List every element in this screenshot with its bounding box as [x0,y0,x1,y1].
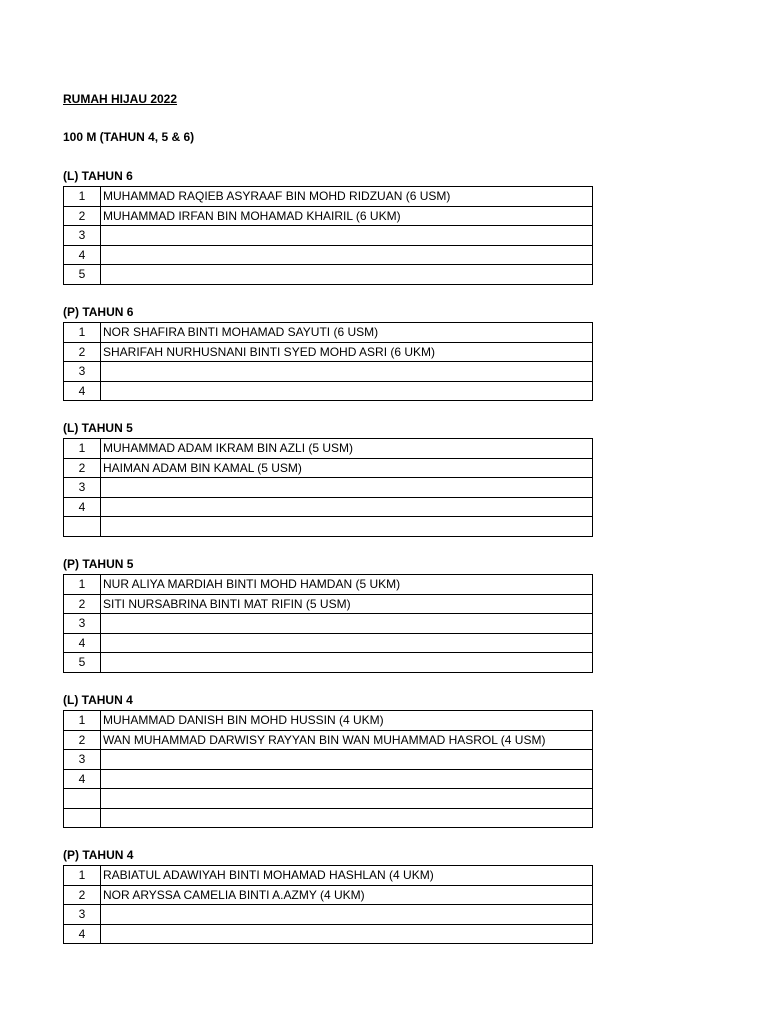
row-number: 1 [64,711,101,731]
table-row [64,575,593,595]
row-number: 2 [64,458,101,478]
table-row [64,924,593,944]
table-row [64,265,593,285]
row-number: 4 [64,497,101,517]
row-number: 2 [64,594,101,614]
table-row [64,750,593,770]
row-number: 4 [64,924,101,944]
participant-name [101,789,593,809]
table-row [64,885,593,905]
roster-table [63,322,593,401]
section [63,168,593,285]
section-heading: (P) TAHUN 5 [63,557,134,571]
table-row [64,769,593,789]
participant-name [101,769,593,789]
participant-name: NOR ARYSSA CAMELIA BINTI A.AZMY (4 UKM) [101,885,593,905]
row-number: 1 [64,187,101,207]
row-number: 3 [64,226,101,246]
participant-name [101,633,593,653]
roster-table [63,710,593,828]
participant-name: MUHAMMAD IRFAN BIN MOHAMAD KHAIRIL (6 UKM) [101,206,593,226]
table-row [64,866,593,886]
row-number [64,789,101,809]
row-number: 3 [64,905,101,925]
row-number: 3 [64,750,101,770]
table-row [64,730,593,750]
row-number: 5 [64,265,101,285]
participant-name [101,808,593,828]
row-number: 1 [64,575,101,595]
table-row [64,245,593,265]
row-number: 4 [64,381,101,401]
row-number: 2 [64,885,101,905]
participant-name [101,905,593,925]
table-row [64,653,593,673]
table-row [64,497,593,517]
row-number: 2 [64,730,101,750]
participant-name [101,381,593,401]
participant-name [101,653,593,673]
event-title: 100 M (TAHUN 4, 5 & 6) [63,130,195,144]
row-number: 3 [64,362,101,382]
roster-table [63,574,593,673]
table-row [64,323,593,343]
table-row [64,905,593,925]
participant-name [101,226,593,246]
table-row [64,614,593,634]
row-number [64,517,101,537]
participant-name: NOR SHAFIRA BINTI MOHAMAD SAYUTI (6 USM) [101,323,593,343]
row-number: 2 [64,342,101,362]
row-number: 1 [64,866,101,886]
table-row [64,789,593,809]
section [63,692,593,828]
participant-name: MUHAMMAD ADAM IKRAM BIN AZLI (5 USM) [101,439,593,459]
row-number: 5 [64,653,101,673]
section-heading: (P) TAHUN 4 [63,848,134,862]
table-row [64,187,593,207]
participant-name [101,362,593,382]
table-row [64,362,593,382]
row-number: 4 [64,633,101,653]
roster-table [63,438,593,537]
participant-name [101,497,593,517]
participant-name [101,517,593,537]
row-number: 1 [64,323,101,343]
table-row [64,478,593,498]
section-heading: (L) TAHUN 6 [63,169,133,183]
row-number: 3 [64,478,101,498]
participant-name: SHARIFAH NURHUSNANI BINTI SYED MOHD ASRI (6 UKM) [101,342,593,362]
section [63,420,593,537]
section [63,304,593,401]
participant-name [101,750,593,770]
section-heading: (P) TAHUN 6 [63,305,134,319]
participant-name: WAN MUHAMMAD DARWISY RAYYAN BIN WAN MUHAMMAD HASROL (4 USM) [101,730,593,750]
row-number: 2 [64,206,101,226]
participant-name [101,265,593,285]
participant-name: MUHAMMAD RAQIEB ASYRAAF BIN MOHD RIDZUAN (6 USM) [101,187,593,207]
participant-name [101,478,593,498]
table-row [64,711,593,731]
participant-name [101,245,593,265]
table-row [64,517,593,537]
section [63,847,593,944]
table-row [64,342,593,362]
row-number [64,808,101,828]
roster-table [63,865,593,944]
participant-name [101,924,593,944]
row-number: 4 [64,769,101,789]
section-heading: (L) TAHUN 4 [63,693,133,707]
section-heading: (L) TAHUN 5 [63,421,133,435]
roster-table [63,186,593,285]
participant-name: NUR ALIYA MARDIAH BINTI MOHD HAMDAN (5 UKM) [101,575,593,595]
table-row [64,439,593,459]
table-row [64,633,593,653]
table-row [64,594,593,614]
table-row [64,458,593,478]
table-row [64,808,593,828]
table-row [64,206,593,226]
participant-name: SITI NURSABRINA BINTI MAT RIFIN (5 USM) [101,594,593,614]
row-number: 1 [64,439,101,459]
table-row [64,381,593,401]
participant-name: HAIMAN ADAM BIN KAMAL (5 USM) [101,458,593,478]
section [63,556,593,673]
participant-name [101,614,593,634]
document-title: RUMAH HIJAU 2022 [63,92,178,106]
row-number: 3 [64,614,101,634]
participant-name: RABIATUL ADAWIYAH BINTI MOHAMAD HASHLAN (4 UKM) [101,866,593,886]
table-row [64,226,593,246]
participant-name: MUHAMMAD DANISH BIN MOHD HUSSIN (4 UKM) [101,711,593,731]
row-number: 4 [64,245,101,265]
